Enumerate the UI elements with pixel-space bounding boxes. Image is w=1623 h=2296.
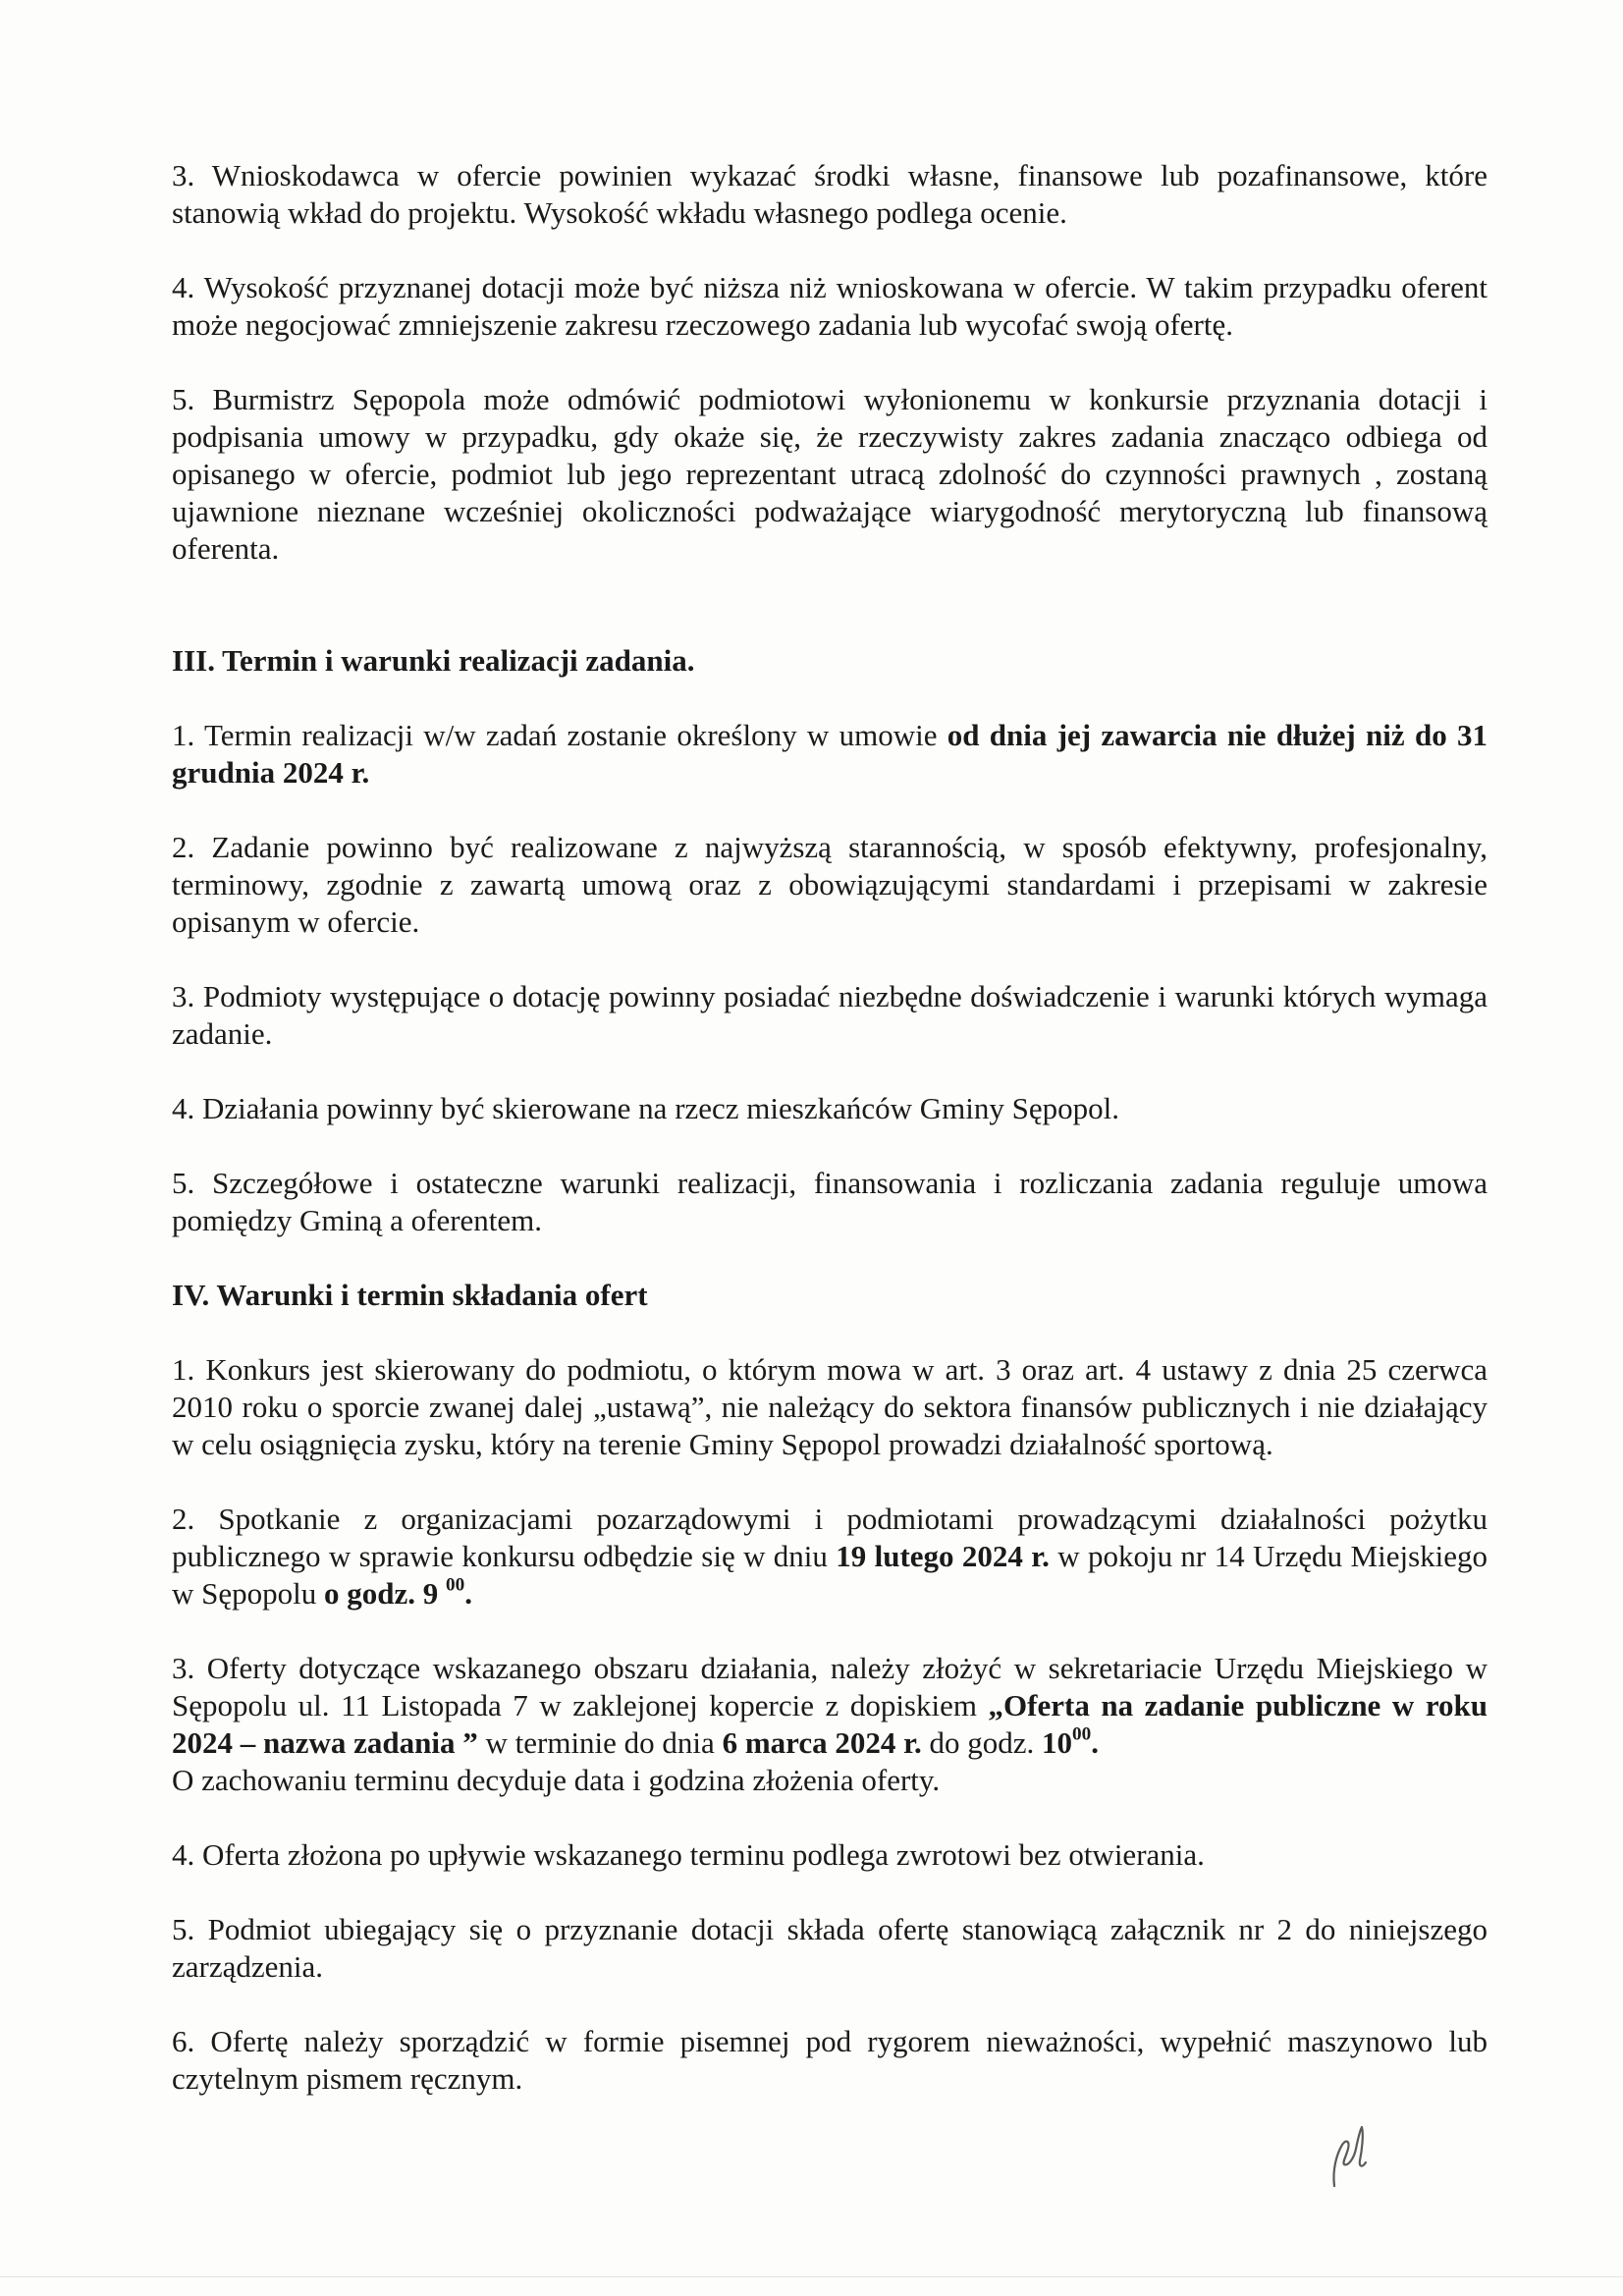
deadline-hour: 10	[1042, 1725, 1073, 1760]
deadline-note: O zachowaniu terminu decyduje data i godzina złożenia oferty.	[172, 1763, 941, 1797]
deadline-hour-label: do godz.	[921, 1725, 1043, 1760]
deadline-hour-minutes: 00	[1072, 1723, 1092, 1745]
deadline-date: 6 marca 2024 r.	[722, 1725, 922, 1760]
paragraph-3-1-text: 1. Termin realizacji w/w zadań zostanie określony w umowie	[172, 718, 947, 752]
paragraph-3-4: 4. Działania powinny być skierowane na rzecz mieszkańców Gminy Sępopol.	[172, 1091, 1119, 1125]
paragraph-3-1-bold: od dnia jej zawarcia nie dłużej niż do 31 grudnia 2024 r.	[172, 718, 1488, 790]
document-body	[172, 157, 1488, 2135]
deadline-hour-period: .	[1091, 1725, 1099, 1760]
paragraph-4-3-text: 3. Oferty dotyczące wskazanego obszaru działania, należy złożyć w sekretariacie Urzędu Miejskiego w Sępopolu ul. 11 Listopada 7 w zaklejonej kopercie z dopiskiem	[172, 1651, 1488, 1722]
paragraph-4-2	[172, 1501, 1488, 1613]
paragraph-3-5: 5. Szczegółowe i ostateczne warunki realizacji, finansowania i rozliczania zadania reguluje umowa pomiędzy Gminą a oferentem.	[172, 1166, 1488, 1237]
paragraph-3-1	[172, 717, 1488, 792]
handwritten-initials	[1321, 2121, 1380, 2190]
envelope-note: „Oferta na zadanie publiczne w roku 2024 – nazwa zadania ”	[172, 1688, 1488, 1760]
paragraph-4-5: 5. Podmiot ubiegający się o przyznanie dotacji składa ofertę stanowiącą załącznik nr 2 do niniejszego zarządzenia.	[172, 1912, 1488, 1984]
meeting-date: 19 lutego 2024 r.	[836, 1539, 1050, 1573]
meeting-room: w pokoju nr 14 Urzędu Miejskiego w Sępopolu	[172, 1539, 1488, 1611]
section-heading-iii: III. Termin i warunki realizacji zadania.	[172, 643, 695, 678]
paragraph-4-4: 4. Oferta złożona po upływie wskazanego terminu podlega zwrotowi bez otwierania.	[172, 1837, 1205, 1872]
meeting-time-minutes: 00	[446, 1574, 465, 1596]
meeting-time: o godz. 9	[324, 1576, 439, 1611]
paragraph-2-5: 5. Burmistrz Sępopola może odmówić podmiotowi wyłonionemu w konkursie przyznania dotacji i podpisania umowy w przypadku, gdy okaże się, że rzeczywisty zakres zadania znacząco odbiega od opisanego w ofercie, podmiot lub jego reprezentant utracą zdolność do czynności prawnych , zostaną ujawnione nieznane wcześniej okoliczności podważające wiarygodność merytoryczną lub finansową oferenta.	[172, 382, 1488, 566]
paragraph-3-2: 2. Zadanie powinno być realizowane z najwyższą starannością, w sposób efektywny, profesjonalny, terminowy, zgodnie z zawartą umową oraz z obowiązującymi standardami i przepisami w zakresie opisanym w ofercie.	[172, 830, 1488, 939]
scan-edge-line	[0, 2276, 1623, 2277]
paragraph-2-3: 3. Wnioskodawca w ofercie powinien wykazać środki własne, finansowe lub pozafinansowe, które stanowią wkład do projektu. Wysokość wkładu własnego podlega ocenie.	[172, 158, 1488, 230]
paragraph-3-3: 3. Podmioty występujące o dotację powinny posiadać niezbędne doświadczenie i warunki których wymaga zadanie.	[172, 979, 1488, 1051]
paragraph-4-3	[172, 1650, 1488, 1799]
paragraph-4-6: 6. Ofertę należy sporządzić w formie pisemnej pod rygorem nieważności, wypełnić maszynowo lub czytelnym pismem ręcznym.	[172, 2024, 1488, 2096]
paragraph-4-1: 1. Konkurs jest skierowany do podmiotu, o którym mowa w art. 3 oraz art. 4 ustawy z dnia 25 czerwca 2010 roku o sporcie zwanej dalej „ustawą”, nie należący do sektora finansów publicznych i nie działający w celu osiągnięcia zysku, który na terenie Gminy Sępopol prowadzi działalność sportową.	[172, 1352, 1488, 1461]
paragraph-2-4: 4. Wysokość przyznanej dotacji może być niższa niż wnioskowana w ofercie. W takim przypadku oferent może negocjować zmniejszenie zakresu rzeczowego zadania lub wycofać swoją ofertę.	[172, 270, 1488, 342]
meeting-time-period: .	[464, 1576, 472, 1611]
deadline-label: w terminie do dnia	[477, 1725, 723, 1760]
section-heading-iv: IV. Warunki i termin składania ofert	[172, 1278, 648, 1312]
paragraph-4-2-text: 2. Spotkanie z organizacjami pozarządowymi i podmiotami prowadzącymi działalności pożytku publicznego w sprawie konkursu odbędzie się w dniu	[172, 1502, 1488, 1573]
